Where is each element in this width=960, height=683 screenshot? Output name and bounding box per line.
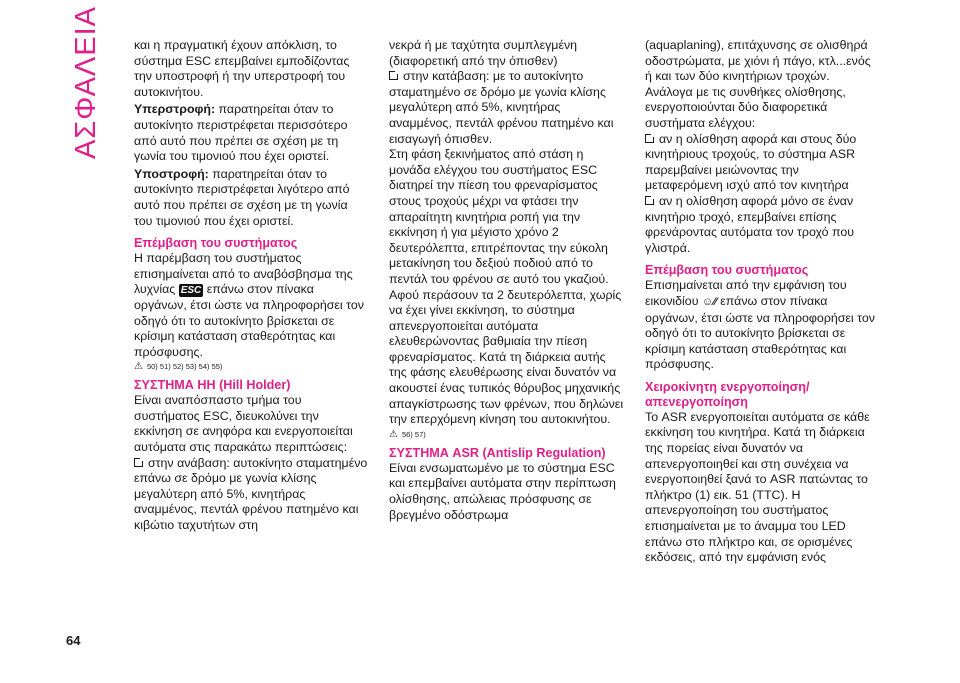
reference-list: 56) 57) bbox=[401, 429, 426, 439]
bullet-item bbox=[134, 456, 369, 534]
term-understeer: Υποστροφή: bbox=[134, 166, 209, 181]
reference-list: 50) 51) 52) 53) 54) 55) bbox=[146, 362, 223, 372]
paragraph bbox=[134, 102, 369, 164]
bullet-item bbox=[645, 194, 880, 256]
text: επάνω στον πίνακα οργάνων, έτσι ώστε να πληροφορήσει τον οδηγό ότι το αυτοκίνητο βρίσκεται σε κρίσιμη κατάσταση σταθερότητας και πρόσφυσης. bbox=[134, 282, 364, 359]
column-2 bbox=[389, 38, 624, 523]
paragraph: Είναι ενσωματωμένο με το σύστημα ESC και επεμβαίνει αυτόματα στην περίπτωση ολίσθησης, απώλειας πρόσφυσης σε βρεγμένο οδόστρωμα bbox=[389, 460, 616, 522]
bullet-item bbox=[645, 132, 880, 194]
paragraph bbox=[645, 278, 880, 373]
warning-references bbox=[389, 428, 624, 442]
paragraph: και η πραγματική έχουν απόκλιση, το σύστημα ESC επεμβαίνει εμποδίζοντας την υποστροφή ή την υπερστροφή του αυτοκινήτου. bbox=[134, 38, 350, 99]
text: Επισημαίνεται από την εμφάνιση του εικονιδίου bbox=[645, 278, 847, 308]
warning-triangle-icon: ⚠ bbox=[389, 428, 398, 440]
section-title: ΑΣΦΑΛΕΙΑ bbox=[70, 6, 102, 160]
paragraph: (aquaplaning), επιτάχυνσης σε ολισθηρά οδοστρώματα, με χιόνι ή πάγο, κτλ...ενός ή και των δύο κινητήριων τροχών. Ανάλογα με τις συνθήκες ολίσθησης, ενεργοποιούνται δύο διαφορετικά συστήματα ελέγχου: bbox=[645, 38, 871, 130]
paragraph bbox=[134, 251, 369, 360]
bullet-icon bbox=[389, 71, 398, 80]
text: Η παρέμβαση του συστήματος επισημαίνεται από το αναβόσβησμα της λυχνίας bbox=[134, 251, 353, 297]
paragraph: νεκρά ή με ταχύτητα συμπλεγμένη (διαφορετική από την όπισθεν) bbox=[389, 38, 578, 68]
bullet-item bbox=[389, 69, 624, 147]
definition: παρατηρείται όταν το αυτοκίνητο περιστρέφεται περισσότερο από αυτό που πρέπει σε σχέση με τη γωνία του τιμονιού που έχει οριστεί. bbox=[134, 102, 348, 164]
bullet-text: στην ανάβαση: αυτοκίνητο σταματημένο επάνω σε δρόμο με γωνία κλίσης μεγαλύτερη από 5%, κινητήρας αναμμένος, πεντάλ φρένου πατημένο και κιβώτιο ταχυτήτων στη bbox=[134, 455, 368, 533]
bullet-text: στην κατάβαση: με το αυτοκίνητο σταματημένο σε δρόμο με γωνία κλίσης μεγαλύτερη από 5%, κινητήρας αναμμένος, πεντάλ φρένου πατημένο και εισαγωγή όπισθεν. bbox=[389, 69, 614, 146]
section-heading: ΣΥΣΤΗΜΑ ASR (Antislip Regulation) bbox=[389, 445, 606, 460]
definition: παρατηρείται όταν το αυτοκίνητο περιστρέφεται λιγότερο από αυτό που πρέπει σε σχέση με τη γωνία του τιμονιού που έχει οριστεί. bbox=[134, 166, 350, 228]
warning-references bbox=[134, 360, 369, 374]
paragraph bbox=[134, 167, 369, 229]
esc-warning-icon: ESC bbox=[180, 285, 202, 297]
section-heading: ΣΥΣΤΗΜΑ HH (Hill Holder) bbox=[134, 378, 291, 393]
section-heading: Επέμβαση του συστήματος bbox=[134, 236, 298, 251]
bullet-icon bbox=[645, 196, 654, 205]
paragraph: Είναι αναπόσπαστο τμήμα του συστήματος ESC, διευκολύνει την εκκίνηση σε ανηφόρα και ενεργοποιείται αυτόματα στις παρακάτω περιπτώσεις: bbox=[134, 393, 353, 455]
paragraph: Αφού περάσουν τα 2 δευτερόλεπτα, χωρίς να έχει γίνει εκκίνηση, το σύστημα απενεργοποιείται αυτόματα ελευθερώνοντας βαθμιαία την πίεση φρεναρίσματος. Κατά τη διάρκεια αυτής της φάσης ελευθέρωσης είναι δυνατόν να ακουστεί ένας τυπικός θόρυβος μηχανικής απαγκίστρωσης των φρένων, που δηλώνει την επερχόμενη κίνηση του αυτοκινήτου. bbox=[389, 287, 624, 427]
text: επάνω στον πίνακα οργάνων, έτσι ώστε να πληροφορήσει τον οδηγό ότι το αυτοκίνητο βρίσκεται σε κρίσιμη κατάσταση σταθερότητας και πρόσφυσης. bbox=[645, 293, 875, 372]
term-oversteer: Υπερστροφή: bbox=[134, 102, 216, 117]
page-number: 64 bbox=[66, 633, 81, 648]
bullet-icon bbox=[645, 134, 654, 143]
warning-triangle-icon: ⚠ bbox=[134, 361, 143, 373]
section-heading: Επέμβαση του συστήματος bbox=[645, 263, 809, 278]
bullet-icon bbox=[134, 458, 143, 467]
paragraph: Το ASR ενεργοποιείται αυτόματα σε κάθε εκκίνηση του κινητήρα. Κατά τη διάρκεια της πορείας είναι δυνατόν να απενεργοποιηθεί και στη συνέχεια να ενεργοποιηθεί ξανά το ASR πατώντας το πλήκτρο (1) εικ. 51 (TTC). Η απενεργοποίηση του συστήματος επισημαίνεται με το άναμμα του LED επάνω στο πλήκτρο και, σε ορισμένες εκδόσεις, από την εμφάνιση ενός bbox=[645, 409, 870, 565]
asr-warning-icon: ☺⁄⁄ bbox=[701, 295, 717, 308]
column-1 bbox=[134, 38, 369, 534]
bullet-text: αν η ολίσθηση αφορά μόνο σε έναν κινητήριο τροχό, επεμβαίνει επίσης φρενάροντας αυτόματα τον τροχό που γλιστρά. bbox=[645, 193, 855, 255]
bullet-text: αν η ολίσθηση αφορά και στους δύο κινητήριους τροχούς, το σύστημα ASR παρεμβαίνει μειώνοντας την μεταφερόμενη ισχύ από τον κινητήρα bbox=[645, 131, 857, 193]
section-heading: Χειροκίνητη ενεργοποίηση/απενεργοποίηση bbox=[645, 379, 810, 409]
paragraph: Στη φάση ξεκινήματος από στάση η μονάδα ελέγχου του συστήματος ESC διατηρεί την πίεση του φρεναρίσματος στους τροχούς μέχρι να φτάσει την απαραίτητη κινητήρια ροπή για την εκκίνηση ή για μέγιστο χρόνο 2 δευτερόλεπτα, επιτρέποντας την εύκολη μετακίνηση του δεξιού ποδιού από το πεντάλ του φρένου σε αυτό του γκαζιού. bbox=[389, 147, 609, 286]
column-3 bbox=[645, 38, 880, 566]
